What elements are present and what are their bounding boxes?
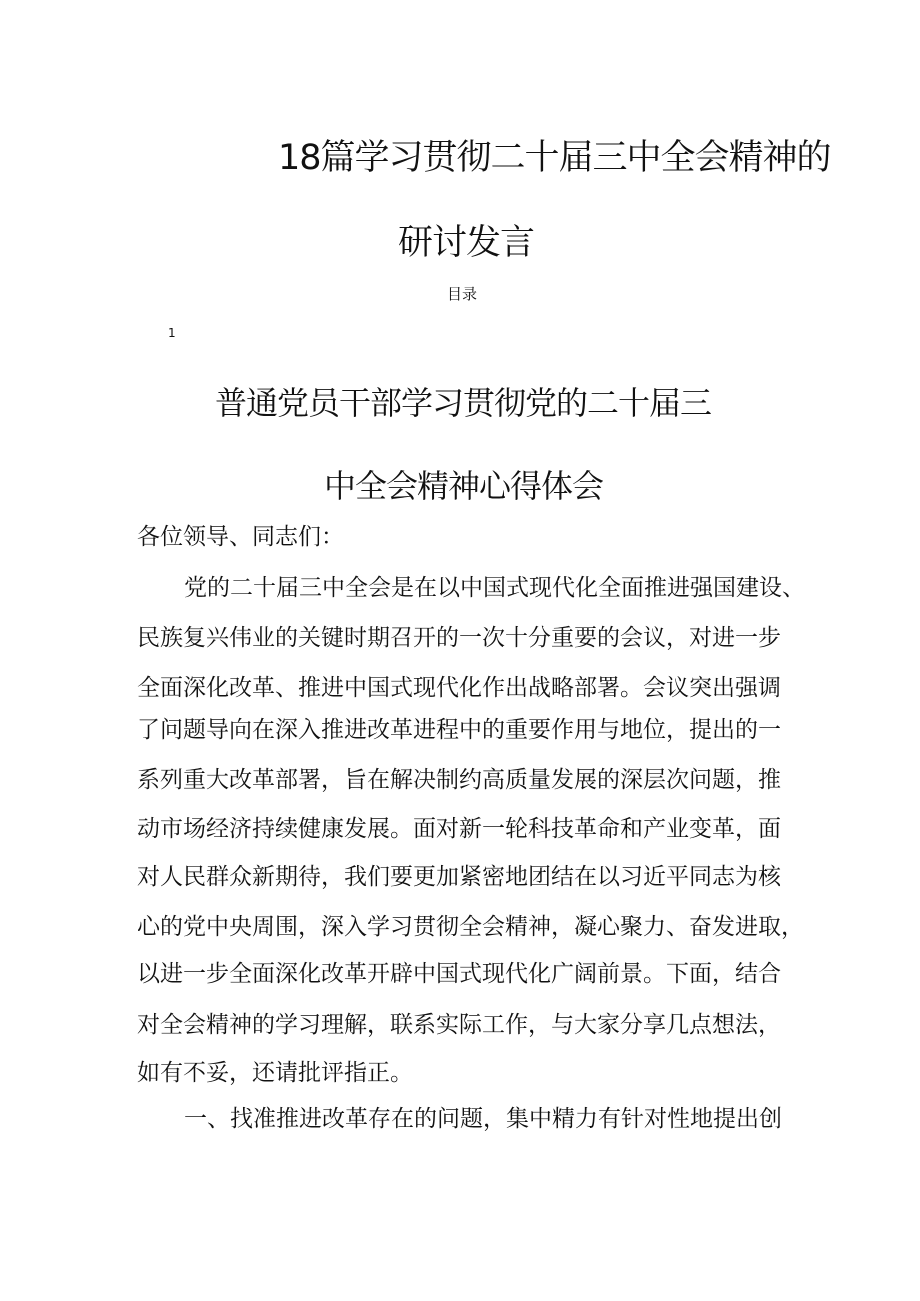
body-text-line: 心的党中央周围，深入学习贯彻全会精神，凝心聚力、奋发进取， xyxy=(137,914,804,940)
body-text-line: 全面深化改革、推进中国式现代化作出战略部署。会议突出强调 xyxy=(137,675,781,701)
body-text-line: 党的二十届三中全会是在以中国式现代化全面推进强国建设、 xyxy=(184,575,805,601)
body-text-line: 以进一步全面深化改革开辟中国式现代化广阔前景。下面，结合 xyxy=(137,961,781,987)
greeting: 各位领导、同志们： xyxy=(137,524,344,550)
section-title-line-1: 普通党员干部学习贯彻党的二十届三 xyxy=(215,384,712,422)
body-text-line: 系列重大改革部署，旨在解决制约高质量发展的深层次问题，推 xyxy=(137,767,781,793)
body-text-line: 一、找准推进改革存在的问题，集中精力有针对性地提出创 xyxy=(184,1106,782,1132)
body-text-line: 对全会精神的学习理解，联系实际工作，与大家分享几点想法， xyxy=(137,1012,781,1038)
body-text-line: 动市场经济持续健康发展。面对新一轮科技革命和产业变革，面 xyxy=(137,816,781,842)
toc-item-number: 1 xyxy=(168,326,176,340)
document-title-line-2: 研讨发言 xyxy=(398,223,535,263)
body-text-line: 对人民群众新期待，我们要更加紧密地团结在以习近平同志为核 xyxy=(137,864,781,890)
body-text-line: 如有不妥，还请批评指正。 xyxy=(137,1060,413,1086)
body-text-line: 民族复兴伟业的关键时期召开的一次十分重要的会议，对进一步 xyxy=(137,625,781,651)
body-text-line: 了问题导向在深入推进改革进程中的重要作用与地位，提出的一 xyxy=(137,717,781,743)
section-title-line-2: 中全会精神心得体会 xyxy=(324,467,604,505)
document-title-line-1: 18篇学习贯彻二十届三中全会精神的 xyxy=(278,138,831,178)
table-of-contents-label: 目录 xyxy=(447,285,478,303)
